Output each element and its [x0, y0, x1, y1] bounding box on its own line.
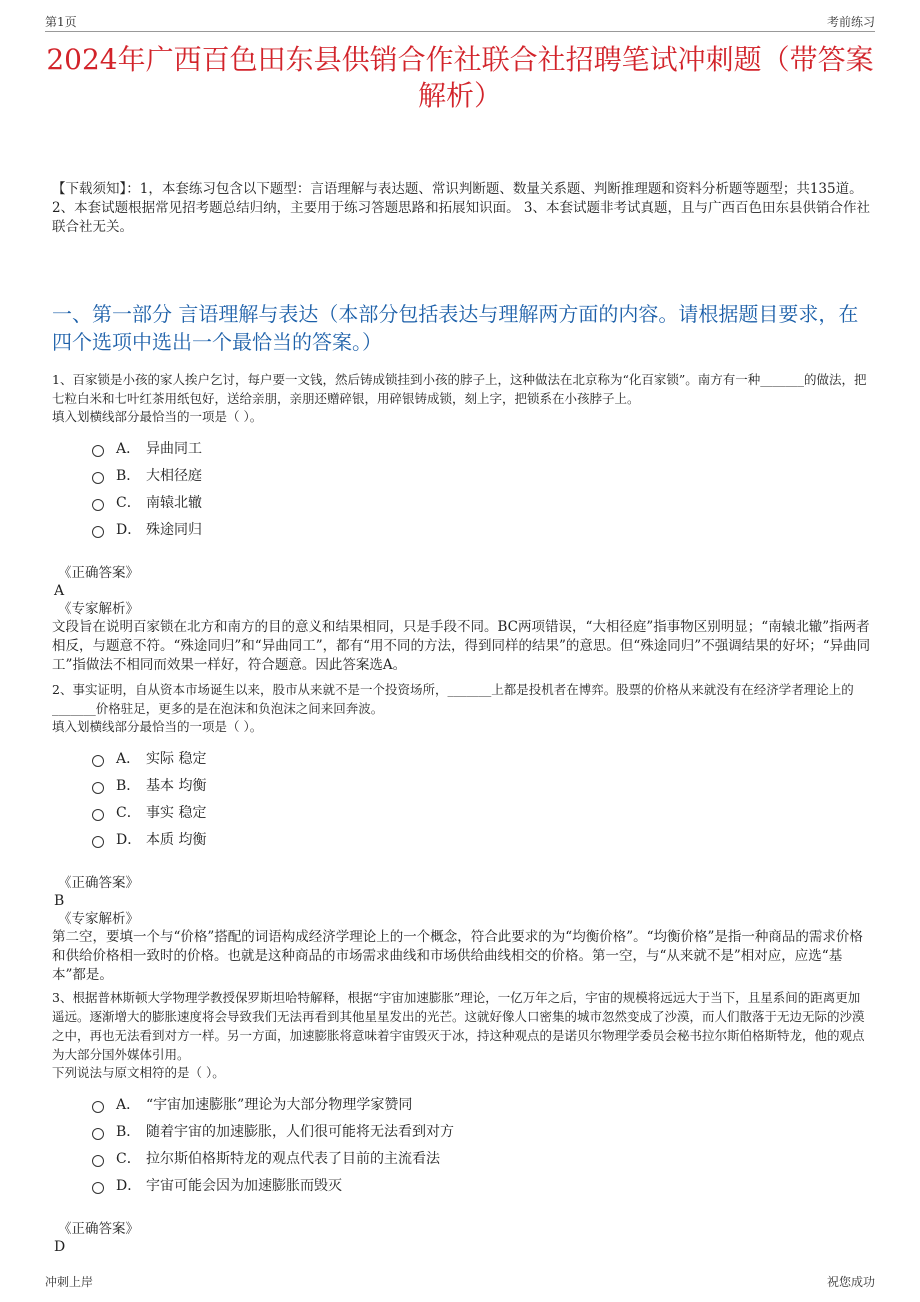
page-header	[45, 13, 875, 32]
radio-icon[interactable]	[92, 445, 104, 457]
header-tag: 考前练习	[826, 15, 875, 29]
option-b[interactable]	[92, 771, 872, 798]
question-prompt: 下列说法与原文相符的是（ ）。	[52, 1065, 225, 1080]
analysis-label: 《专家解析》	[58, 911, 139, 927]
question-stem: 1、百家锁是小孩的家人挨户乞讨，每户要一文钱，然后铸成锁挂到小孩的脖子上，这种做法在北京称为“化百家锁”。南方有一种_______的做法，把七粒白米和七叶红茶用纸包好，送给亲朋，亲朋还赠碎银，用碎银铸成锁，刻上字，把锁系在小孩脖子上。	[52, 372, 867, 406]
option-text: 拉尔斯伯格斯特龙的观点代表了目前的主流看法	[146, 1150, 440, 1167]
section-heading: 一、第一部分 言语理解与表达（本部分包括表达与理解两方面的内容。请根据题目要求，在四个选项中选出一个最恰当的答案。）	[52, 302, 859, 354]
footer-right: 祝您成功	[826, 1275, 875, 1289]
option-d[interactable]	[92, 1171, 872, 1198]
option-a[interactable]	[92, 744, 872, 771]
question-2	[52, 680, 872, 985]
option-letter: A．	[116, 1096, 141, 1113]
option-list	[92, 434, 872, 542]
option-text: 基本 均衡	[146, 777, 207, 794]
radio-icon[interactable]	[92, 1128, 104, 1140]
option-text: 南辕北辙	[146, 494, 202, 511]
radio-icon[interactable]	[92, 499, 104, 511]
option-text: 异曲同工	[146, 440, 202, 457]
option-c[interactable]	[92, 798, 872, 825]
option-text: 实际 稳定	[146, 750, 207, 767]
page-number: 第1页	[45, 15, 77, 29]
option-a[interactable]	[92, 1090, 872, 1117]
analysis-text: 第二空，要填一个与“价格”搭配的词语构成经济学理论上的一个概念，符合此要求的为“均衡价格”。“均衡价格”是指一种商品的需求价格和供给价格相一致时的价格。也就是这种商品的市场需求曲线和市场供给曲线相交的价格。第一空，与“从来就不是”相对应，应选“基本”都是。	[52, 929, 863, 983]
option-list	[92, 744, 872, 852]
radio-icon[interactable]	[92, 809, 104, 821]
answer-block	[52, 874, 872, 985]
option-list	[92, 1090, 872, 1198]
analysis-label: 《专家解析》	[58, 601, 139, 617]
radio-icon[interactable]	[92, 782, 104, 794]
option-letter: D．	[116, 831, 142, 848]
option-letter: C．	[116, 1150, 141, 1167]
option-d[interactable]	[92, 825, 872, 852]
document-title: 2024年广西百色田东县供销合作社联合社招聘笔试冲刺题（带答案解析）	[46, 43, 874, 112]
answer-label: 《正确答案》	[58, 1221, 139, 1237]
question-1	[52, 370, 872, 675]
analysis-text: 文段旨在说明百家锁在北方和南方的目的意义和结果相同，只是手段不同。BC两项错误，“大相径庭”指事物区别明显；“南辕北辙”指两者相反，与题意不符。“殊途同归”和“异曲同工”，都有“用不同的方法，得到同样的结果”的意思。但“殊途同归”不强调结果的好坏；“异曲同工”指做法不相同而效果一样好，符合题意。因此答案选A。	[52, 619, 871, 673]
option-c[interactable]	[92, 1144, 872, 1171]
option-letter: B．	[116, 777, 141, 794]
radio-icon[interactable]	[92, 1101, 104, 1113]
option-letter: D．	[116, 521, 142, 538]
option-c[interactable]	[92, 488, 872, 515]
question-prompt: 填入划横线部分最恰当的一项是（ ）。	[52, 719, 263, 734]
answer-block	[52, 1220, 872, 1256]
option-letter: D．	[116, 1177, 142, 1194]
answer-block	[52, 564, 872, 675]
radio-icon[interactable]	[92, 1182, 104, 1194]
option-letter: B．	[116, 1123, 141, 1140]
option-text: 宇宙可能会因为加速膨胀而毁灭	[146, 1177, 342, 1194]
radio-icon[interactable]	[92, 836, 104, 848]
option-a[interactable]	[92, 434, 872, 461]
option-letter: A．	[116, 750, 141, 767]
radio-icon[interactable]	[92, 1155, 104, 1167]
page-footer	[45, 1273, 875, 1290]
download-notice: 【下载须知】：1，本套练习包含以下题型：言语理解与表达题、常识判断题、数量关系题、判断推理题和资料分析题等题型；共135道。 2、本套试题根据常见招考题总结归纳，主要用于练习答题思路和拓展知识面。 3、本套试题非考试真题，且与广西百色田东县供销合作社联合社无关。	[52, 181, 870, 235]
footer-left: 冲刺上岸	[45, 1275, 94, 1289]
question-stem: 2、事实证明，自从资本市场诞生以来，股市从来就不是一个投资场所，_______上都是投机者在博弈。股票的价格从来就没有在经济学者理论上的_______价格驻足，更多的是在泡沫和负泡沫之间来回奔波。	[52, 682, 854, 716]
option-text: 事实 稳定	[146, 804, 207, 821]
option-text: 大相径庭	[146, 467, 202, 484]
option-letter: C．	[116, 804, 141, 821]
option-text: 随着宇宙的加速膨胀，人们很可能将无法看到对方	[146, 1123, 454, 1140]
option-b[interactable]	[92, 1117, 872, 1144]
answer-label: 《正确答案》	[58, 875, 139, 891]
option-letter: B．	[116, 467, 141, 484]
correct-answer: D	[54, 1239, 66, 1255]
correct-answer: A	[54, 583, 65, 599]
radio-icon[interactable]	[92, 755, 104, 767]
question-3	[52, 988, 872, 1256]
option-letter: A．	[116, 440, 141, 457]
radio-icon[interactable]	[92, 526, 104, 538]
option-text: “宇宙加速膨胀”理论为大部分物理学家赞同	[146, 1096, 413, 1113]
option-b[interactable]	[92, 461, 872, 488]
question-prompt: 填入划横线部分最恰当的一项是（ ）。	[52, 409, 263, 424]
correct-answer: B	[54, 893, 65, 909]
option-letter: C．	[116, 494, 141, 511]
answer-label: 《正确答案》	[58, 565, 139, 581]
option-text: 本质 均衡	[146, 831, 207, 848]
option-d[interactable]	[92, 515, 872, 542]
question-stem: 3、根据普林斯顿大学物理学教授保罗斯坦哈特解释，根据“宇宙加速膨胀”理论，一亿万年之后，宇宙的规模将远远大于当下，且星系间的距离更加遥远。逐渐增大的膨胀速度将会导致我们无法再看到其他星星发出的光芒。这就好像人口密集的城市忽然变成了沙漠，而人们散落于无边无际的沙漠之中，再也无法看到对方一样。另一方面，加速膨胀将意味着宇宙毁灭于冰，持这种观点的是诺贝尔物理学委员会秘书拉尔斯伯格斯特龙，他的观点为大部分国外媒体引用。	[52, 990, 865, 1062]
option-text: 殊途同归	[146, 521, 202, 538]
radio-icon[interactable]	[92, 472, 104, 484]
